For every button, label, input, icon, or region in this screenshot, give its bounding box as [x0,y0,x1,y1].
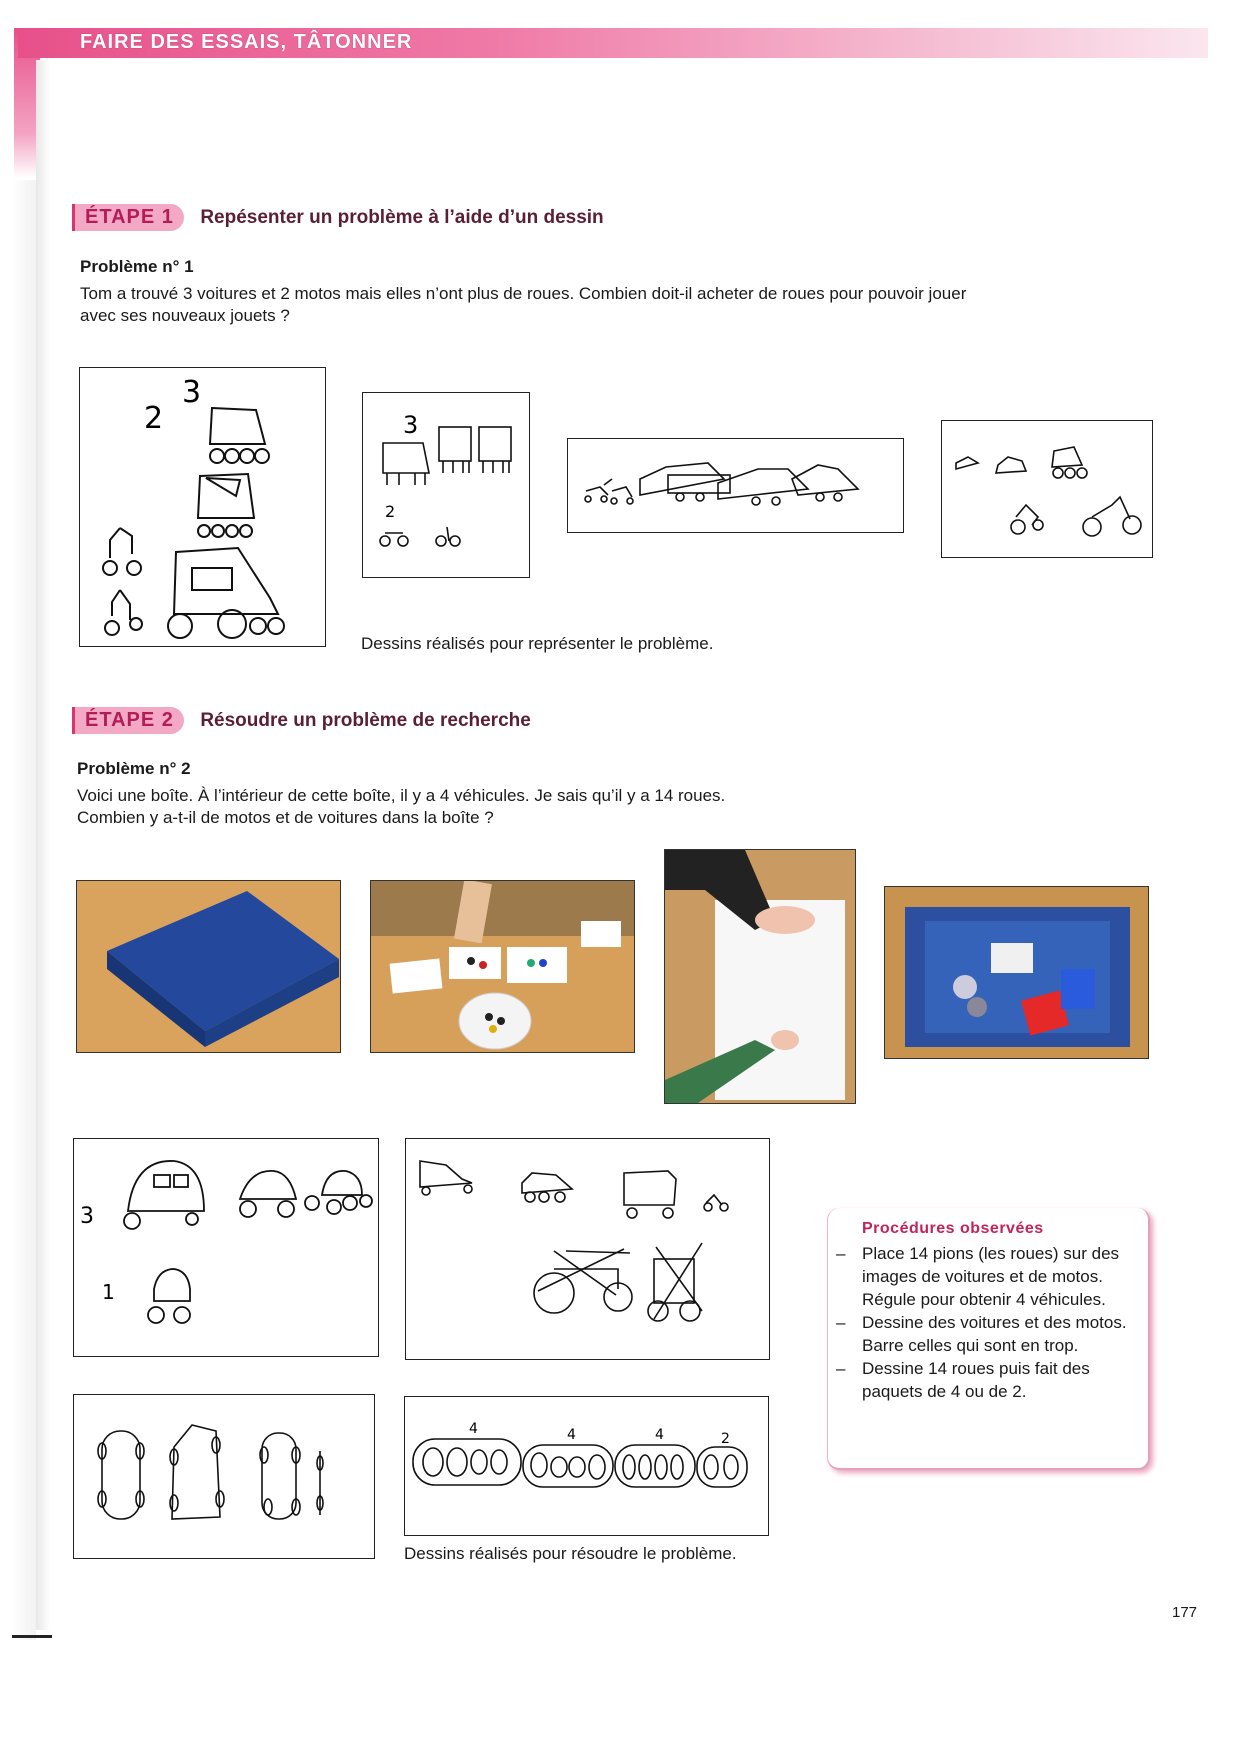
child-drawing-boxes [363,393,529,577]
drawing-number-1: 1 [102,1280,115,1304]
page-number: 177 [1172,1604,1198,1621]
child-drawing-photo-illustration [665,850,856,1104]
step1-header [72,204,604,231]
page-margin-shadow [12,180,36,1640]
drawing-number-3: 3 [80,1204,94,1229]
step2-header [72,707,531,734]
problem2-line1: Voici une boîte. À l’intérieur de cette boîte, il y a 4 véhicules. Je sais qu’il y a 14 roues. [77,786,726,805]
child-drawing-cars-motos [80,368,325,646]
problem1-text [80,283,1080,327]
section-title: FAIRE DES ESSAIS, TÂTONNER [80,31,413,53]
problem2-text [77,785,1077,829]
procedure-item: – Place 14 pions (les roues) sur des images de voitures et de motos. Régule pour obtenir 4 véhicules. [862,1242,1134,1311]
group-label-4: 4 [567,1427,576,1443]
step1-badge: ÉTAPE 1 [72,204,184,231]
problem1-line1: Tom a trouvé 3 voitures et 2 motos mais elles n’ont plus de roues. Combien doit-il acheter de roues pour pouvoir jouer [80,284,967,303]
step2-title: Résoudre un problème de recherche [200,710,531,731]
step1-drawing-3 [567,438,904,533]
photo-children-placing-tokens [370,880,635,1053]
procedure-item: – Dessine 14 roues puis fait des paquets de 4 ou de 2. [862,1357,1134,1403]
step1-drawing-1 [79,367,326,647]
problem1-line2: avec ses nouveaux jouets ? [80,306,290,325]
child-drawing-wheel-groups [405,1397,768,1535]
problem1-label: Problème n° 1 [80,257,194,276]
procedures-box [828,1208,1150,1470]
drawing-number-3: 3 [403,411,419,439]
section-header-band [18,28,1208,58]
child-drawing-cars-and-moto [74,1139,378,1356]
child-drawing-small-vehicles [942,421,1152,557]
book-spine [36,60,50,1630]
step1-title: Repésenter un problème à l’aide d’un dessin [200,207,604,228]
group-label-2: 2 [721,1431,730,1447]
step2-badge: ÉTAPE 2 [72,707,184,734]
group-label-4: 4 [655,1427,664,1443]
open-box-vehicles-illustration [885,887,1149,1059]
step1-drawing-2 [362,392,530,578]
step1-drawing-4 [941,420,1153,558]
step2-drawing-2 [405,1138,770,1360]
child-drawing-top-view-cars [74,1395,374,1558]
photo-child-drawing [664,849,856,1104]
drawing-number-3: 3 [182,375,202,410]
procedures-title: Procédures observées [862,1220,1044,1237]
procedure-item: – Dessine des voitures et des motos. Barre celles qui sont en trop. [862,1311,1134,1357]
step2-drawing-3 [73,1394,375,1559]
problem2-line2: Combien y a-t-il de motos et de voitures dans la boîte ? [77,808,494,827]
group-label-4: 4 [469,1421,478,1437]
drawing-number-2: 2 [385,502,396,521]
drawing-number-2: 2 [144,401,164,436]
photo-open-box-vehicles [884,886,1149,1059]
child-drawing-line-of-cars [568,439,903,532]
child-drawing-crossed-vehicles [406,1139,769,1359]
tokens-on-cards-illustration [371,881,635,1053]
bottom-margin-mark [12,1635,52,1638]
step2-drawing-4 [404,1396,769,1536]
step1-caption: Dessins réalisés pour représenter le problème. [361,634,714,653]
step2-caption: Dessins réalisés pour résoudre le problème. [404,1544,737,1563]
step2-drawing-1 [73,1138,379,1357]
photo-blue-box [76,880,341,1053]
problem2-label: Problème n° 2 [77,759,191,778]
blue-box-illustration [77,881,341,1053]
